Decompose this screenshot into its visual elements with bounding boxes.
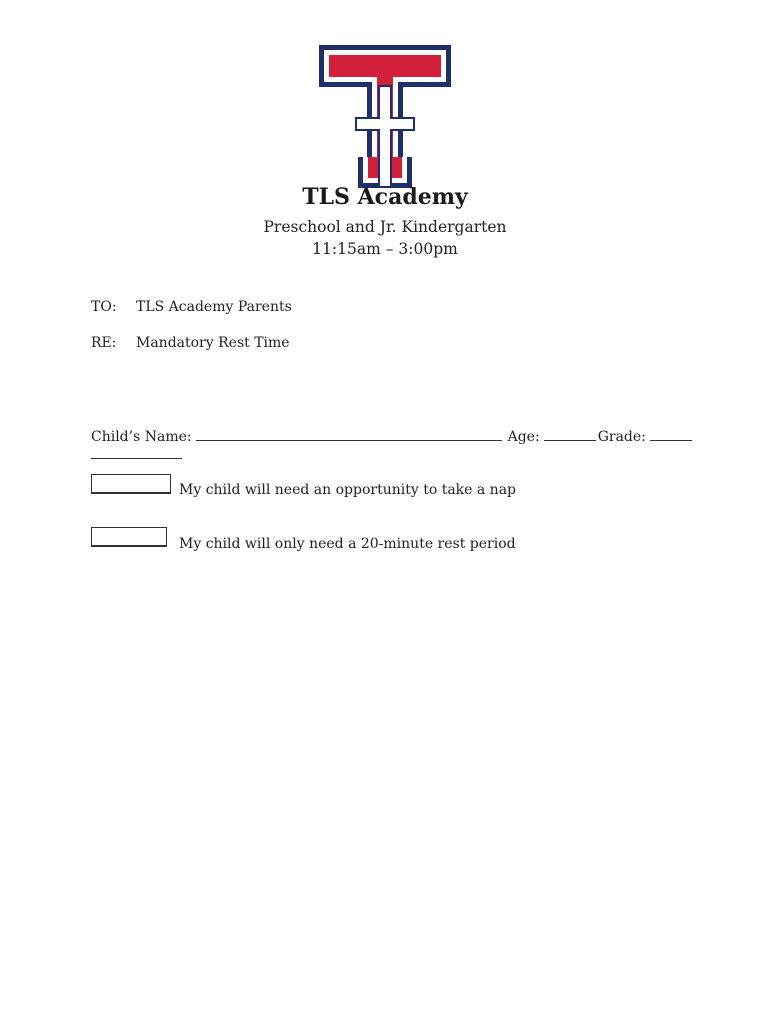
child-info-line <box>91 426 692 445</box>
memo-to-row <box>91 299 292 315</box>
memo-re-value: Mandatory Rest Time <box>136 335 290 351</box>
nap-option-label: My child will need an opportunity to take a nap <box>179 482 517 498</box>
school-logo-icon <box>319 45 451 188</box>
age-field[interactable] <box>544 426 596 441</box>
program-hours: 11:15am – 3:00pm <box>312 240 458 258</box>
school-name: TLS Academy <box>302 184 468 210</box>
memo-to-label: TO: <box>91 299 117 315</box>
grade-field[interactable] <box>650 426 692 441</box>
program-name: Preschool and Jr. Kindergarten <box>263 218 507 236</box>
memo-to-value: TLS Academy Parents <box>136 299 292 315</box>
memo-re-row <box>91 335 290 351</box>
rest-option-checkbox[interactable] <box>91 527 167 547</box>
nap-option-checkbox[interactable] <box>91 474 171 494</box>
rest-option-label: My child will only need a 20-minute rest period <box>179 536 516 552</box>
memo-re-label: RE: <box>91 335 117 351</box>
grade-field-continuation[interactable] <box>91 458 182 459</box>
grade-label: Grade: <box>597 429 646 445</box>
child-name-label: Child’s Name: <box>91 429 192 445</box>
age-label: Age: <box>507 429 540 445</box>
child-name-field[interactable] <box>196 426 502 441</box>
